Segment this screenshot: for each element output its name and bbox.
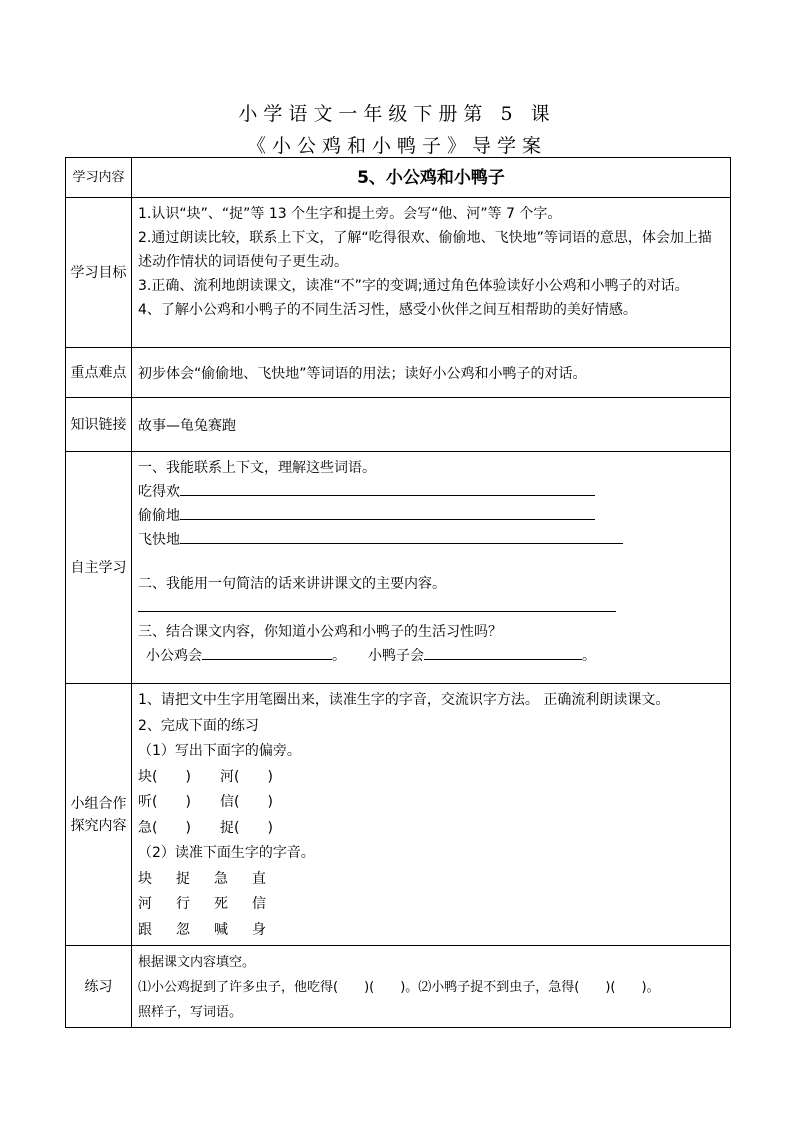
goal-item: 2.通过朗读比较，联系上下文，了解“吃得很欢、偷偷地、飞快地”等词语的意思，体会加上描述动作情状的词语使句子更生动。	[138, 230, 712, 270]
practice-line: ⑴小公鸡捉到了许多虫子，他吃得( )( )。⑵小鸭子捉不到虫子，急得( )( )。	[138, 980, 660, 995]
char-item: 忽	[176, 921, 190, 938]
label-goals: 学习目标	[66, 198, 132, 348]
row-key-points	[66, 348, 731, 398]
char-item: 信	[252, 896, 266, 912]
group-item1: 1、请把文中生字用笔圈出来，读准生字的字音，交流识字方法。 正确流利朗读课文。	[138, 692, 670, 708]
self-study-q1: 一、我能联系上下文，理解这些词语。	[138, 460, 376, 476]
char-row	[138, 918, 724, 944]
period-mark: 。	[582, 648, 596, 664]
word-row	[138, 480, 724, 504]
radical-row	[138, 816, 724, 842]
duckling-label: 小鸭子会	[368, 648, 424, 664]
goal-item: 1.认识“块”、“捉”等 13 个生字和提土旁。会写“他、河”等 7 个字。	[138, 206, 562, 222]
word-row	[138, 528, 724, 552]
char-item: 捉	[176, 870, 190, 887]
row-practice	[66, 946, 731, 1028]
goal-item: 3.正确、流利地朗读课文，读准“不”字的变调;通过角色体验读好小公鸡和小鸭子的对话。	[138, 278, 689, 294]
row-content	[66, 158, 731, 198]
word-label: 偷偷地	[138, 508, 180, 524]
char-item: 急	[214, 870, 228, 887]
label-group: 小组合作探究内容	[66, 684, 132, 946]
radical-item: 捉( )	[220, 819, 273, 836]
row-group	[66, 684, 731, 946]
practice-content	[132, 946, 731, 1028]
goal-item: 4、了解小公鸡和小鸭子的不同生活习性，感受小伙伴之间互相帮助的美好情感。	[138, 302, 637, 318]
practice-line: 照样子，写词语。	[138, 1005, 243, 1020]
lesson-title: 5、小公鸡和小鸭子	[132, 158, 731, 198]
self-study-content	[132, 452, 731, 684]
char-item: 身	[252, 921, 266, 938]
char-item: 喊	[214, 921, 228, 938]
char-item: 直	[252, 870, 266, 887]
radical-item: 急( )	[138, 819, 191, 836]
radical-row	[138, 790, 724, 816]
row-knowledge-link	[66, 398, 731, 452]
answer-line[interactable]	[180, 529, 623, 544]
radical-row	[138, 765, 724, 791]
char-item: 跟	[138, 921, 152, 938]
label-practice: 练习	[66, 946, 132, 1028]
period-mark: 。	[332, 648, 346, 664]
group-item2: 2、完成下面的练习	[138, 717, 259, 734]
page-title: 小学语文一年级下册第 5 课	[238, 103, 556, 125]
answer-line[interactable]	[202, 645, 332, 660]
habit-row	[138, 644, 724, 668]
goals-content	[132, 198, 731, 348]
char-row	[138, 892, 724, 918]
knowledge-link-text: 故事—龟兔赛跑	[132, 398, 731, 452]
radical-item: 信( )	[220, 794, 273, 810]
char-item: 河	[138, 896, 152, 912]
group-sub1: （1）写出下面字的偏旁。	[138, 743, 301, 759]
radical-item: 块( )	[138, 768, 191, 785]
page-subtitle: 《小公鸡和小鸭子》导学案	[246, 135, 547, 157]
summary-row	[138, 596, 724, 620]
key-points-text: 初步体会“偷偷地、飞快地”等词语的用法；读好小公鸡和小鸭子的对话。	[132, 348, 731, 398]
char-item: 块	[138, 870, 152, 887]
word-label: 吃得欢	[138, 484, 180, 500]
label-knowledge-link: 知识链接	[66, 398, 132, 452]
label-content: 学习内容	[66, 158, 132, 198]
label-key-points: 重点难点	[66, 348, 132, 398]
row-self-study	[66, 452, 731, 684]
word-label: 飞快地	[138, 532, 180, 548]
char-item: 行	[176, 896, 190, 912]
row-goals	[66, 198, 731, 348]
word-row	[138, 504, 724, 528]
study-guide-table	[65, 157, 731, 1028]
answer-line[interactable]	[424, 645, 582, 660]
self-study-q3: 三、结合课文内容，你知道小公鸡和小鸭子的生活习性吗？	[138, 624, 502, 640]
radical-item: 听( )	[138, 794, 191, 810]
answer-line[interactable]	[138, 597, 616, 612]
answer-line[interactable]	[180, 481, 595, 496]
self-study-q2: 二、我能用一句简洁的话来讲讲课文的主要内容。	[138, 576, 446, 592]
answer-line[interactable]	[180, 505, 595, 520]
char-row	[138, 867, 724, 893]
char-item: 死	[214, 896, 228, 912]
group-sub2: （2）读准下面生字的字音。	[138, 845, 315, 861]
practice-line: 根据课文内容填空。	[138, 955, 256, 970]
label-self-study: 自主学习	[66, 452, 132, 684]
group-content	[132, 684, 731, 946]
rooster-label: 小公鸡会	[146, 648, 202, 664]
radical-item: 河( )	[220, 768, 273, 785]
